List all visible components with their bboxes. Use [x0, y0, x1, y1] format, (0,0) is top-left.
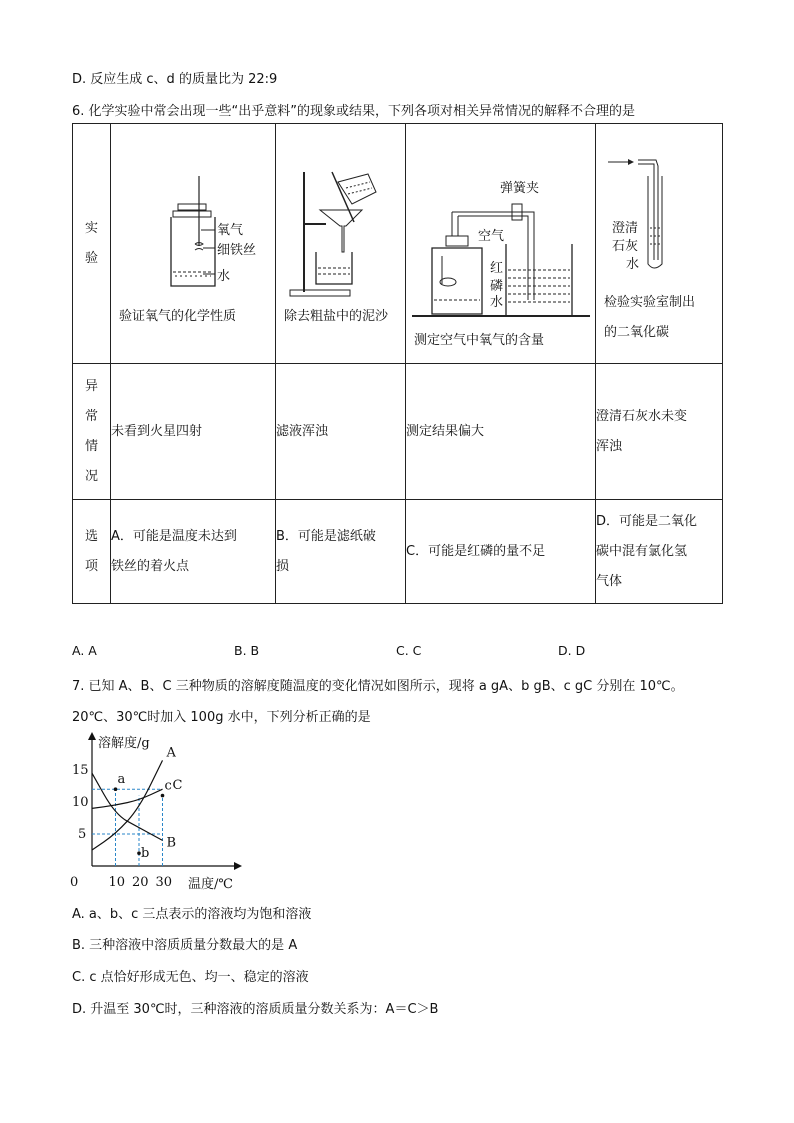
- row-header-char: 异: [84, 378, 98, 394]
- y-axis-arrow: [88, 732, 96, 740]
- q5-option-d: D. 反应生成 c、d 的质量比为 22:9: [72, 72, 278, 87]
- row-header-char: 项: [84, 558, 98, 574]
- options-row: [73, 500, 723, 604]
- row-header-char: 情: [84, 438, 98, 454]
- label-spring-clip: 弹簧夹: [500, 181, 540, 196]
- solubility-chart: [72, 730, 262, 892]
- option-c: [406, 500, 596, 604]
- x-tick-label: 0: [70, 875, 79, 890]
- cell-text: 浑浊: [596, 438, 623, 454]
- cell-text: 澄清石灰水未变: [596, 408, 688, 424]
- x-tick-label: 10: [108, 875, 126, 890]
- series-curve-a: [92, 760, 163, 850]
- abnormal-a: [111, 364, 276, 500]
- x-tick-label: 20: [132, 875, 149, 890]
- row-header-char: 况: [84, 468, 98, 484]
- q6-stem: 6. 化学实验中常会出现一些“出乎意料”的现象或结果，下列各项对相关异常情况的解释不合理的是: [72, 104, 636, 119]
- option-d: [596, 500, 723, 604]
- experiment-c-caption: 测定空气中氧气的含量: [414, 333, 545, 348]
- option-a: [111, 500, 276, 604]
- q6-answer-d: D. D: [558, 643, 586, 658]
- x-axis-arrow: [234, 862, 242, 870]
- abnormal-row: [73, 364, 723, 500]
- cell-text: A．可能是温度未达到: [111, 528, 237, 544]
- label-red: 红: [490, 261, 504, 276]
- q7-choice-d: D. 升温至 30℃时，三种溶液的溶质质量分数关系为：A＝C＞B: [72, 1002, 439, 1017]
- q6-answer-c: C. C: [396, 643, 422, 658]
- q6-answer-a: A. A: [72, 643, 97, 658]
- y-tick-label: 15: [72, 763, 89, 778]
- point-label-c: c: [164, 778, 172, 794]
- series-label-a: A: [166, 745, 176, 761]
- label-phosphorus: 磷: [490, 279, 504, 294]
- point-a: [114, 787, 118, 791]
- row-header-char: 常: [84, 408, 98, 424]
- cell-text: 滤液浑浊: [276, 423, 329, 439]
- cell-text: 碳中混有氯化氢: [596, 543, 688, 559]
- label-clear: 澄清: [612, 221, 639, 236]
- point-label-a: a: [117, 772, 126, 788]
- experiment-b-caption: 除去粗盐中的泥沙: [284, 309, 389, 324]
- y-tick-label: 5: [78, 827, 87, 842]
- y-tick-label: 10: [72, 795, 89, 810]
- label-water: 水: [490, 295, 504, 310]
- chart-axes: [88, 732, 242, 892]
- cell-text: B．可能是滤纸破: [276, 528, 376, 544]
- row-header-char: 实: [84, 220, 98, 236]
- cell-text: C．可能是红磷的量不足: [406, 543, 546, 559]
- label-air: 空气: [478, 229, 505, 244]
- row-header-char: 选: [84, 528, 98, 544]
- experiment-row: [73, 124, 723, 364]
- experiment-a-cell: [111, 124, 276, 364]
- experiment-a-caption: 验证氧气的化学性质: [119, 309, 237, 324]
- cell-text: 未看到火星四射: [111, 423, 203, 439]
- q6-answer-b: B. B: [234, 643, 260, 658]
- series-label-b: B: [166, 835, 177, 851]
- row-header-abnormal: [73, 364, 111, 500]
- experiment-d-cell: [596, 124, 723, 364]
- q6-table: [72, 123, 723, 604]
- cell-text: 气体: [596, 573, 623, 589]
- row-header-char: 验: [84, 250, 98, 266]
- option-b: [276, 500, 406, 604]
- label-iron-wire: 细铁丝: [217, 243, 257, 258]
- row-header-options: [73, 500, 111, 604]
- row-header-experiment: [73, 124, 111, 364]
- q7-choice-a: A. a、b、c 三点表示的溶液均为饱和溶液: [72, 907, 312, 922]
- x-axis-label: 温度/℃: [188, 877, 233, 892]
- experiment-c-cell: [406, 124, 596, 364]
- label-water: 水: [217, 269, 231, 284]
- cell-text: 测定结果偏大: [406, 423, 485, 439]
- q7-choice-c: C. c 点恰好形成无色、均一、稳定的溶液: [72, 970, 309, 985]
- abnormal-c: [406, 364, 596, 500]
- abnormal-b: [276, 364, 406, 500]
- abnormal-d: [596, 364, 723, 500]
- y-axis-label: 溶解度/g: [98, 736, 150, 751]
- experiment-d-caption-line2: 的二氧化碳: [604, 325, 670, 340]
- cell-text: D．可能是二氧化: [596, 513, 698, 529]
- q7-choice-b: B. 三种溶液中溶质质量分数最大的是 A: [72, 938, 298, 953]
- series-label-c: C: [172, 778, 183, 794]
- cell-text: 损: [276, 558, 290, 574]
- q7-stem-line2: 20℃、30℃时加入 100g 水中，下列分析正确的是: [72, 710, 371, 725]
- q7-stem-line1: 7. 已知 A、B、C 三种物质的溶解度随温度的变化情况如图所示，现将 a gA、b gB、c gC 分别在 10℃。: [72, 679, 684, 694]
- label-lime: 石灰: [612, 239, 639, 254]
- point-c: [161, 794, 165, 798]
- cell-text: 铁丝的着火点: [111, 558, 190, 574]
- point-label-b: b: [141, 846, 150, 862]
- label-water: 水: [626, 257, 640, 272]
- experiment-d-caption-line1: 检验实验室制出: [604, 295, 696, 310]
- x-tick-label: 30: [155, 875, 173, 890]
- label-oxygen: 氧气: [217, 223, 244, 238]
- experiment-b-cell: [276, 124, 406, 364]
